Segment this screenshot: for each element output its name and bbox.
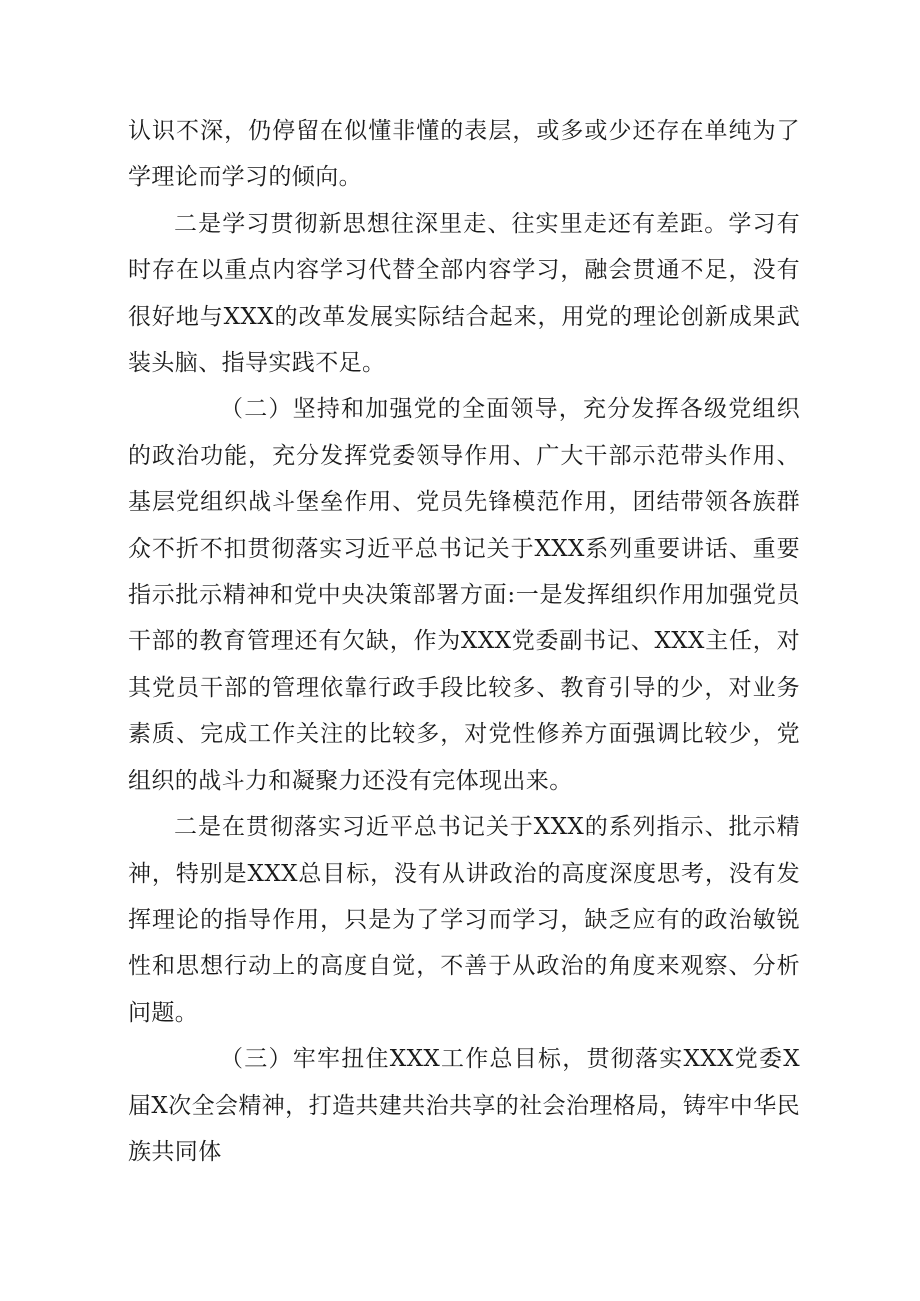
paragraph-3: （二）坚持和加强党的全面领导，充分发挥各级党组织的政治功能，充分发挥党委领导作用、广大干部示范带头作用、基层党组织战斗堡垒作用、党员先锋模范作用，团结带领各族群众不折不扣贯彻落实习近平总书记关于XXX系列重要讲话、重要指示批示精神和党中央决策部署方面:一是发挥组织作用加强党员干部的教育管理还有欠缺，作为XXX党委副书记、XXX主任，对其党员干部的管理依靠行政手段比较多、教育引导的少，对业务素质、完成工作关注的比较多，对党性修养方面强调比较少，党组织的战斗力和凝聚力还没有完体现出来。 <box>128 396 800 794</box>
paragraph-1: 认识不深，仍停留在似懂非懂的表层，或多或少还存在单纯为了学理论而学习的倾向。 <box>128 118 800 191</box>
paragraph-2: 二是学习贯彻新思想往深里走、往实里走还有差距。学习有时存在以重点内容学习代替全部内容学习，融会贯通不足，没有很好地与XXX的改革发展实际结合起来，用党的理论创新成果武装头脑、指导实践不足。 <box>128 210 800 377</box>
paragraph-5: （三）牢牢扭住XXX工作总目标，贯彻落实XXX党委X届X次全会精神，打造共建共治共享的社会治理格局，铸牢中华民族共同体 <box>128 1046 800 1165</box>
document-body <box>128 108 800 1175</box>
paragraph-4: 二是在贯彻落实习近平总书记关于XXX的系列指示、批示精神，特别是XXX总目标，没有从讲政治的高度深度思考，没有发挥理论的指导作用，只是为了学习而学习，缺乏应有的政治敏锐性和思想行动上的高度自觉，不善于从政治的角度来观察、分析问题。 <box>128 814 800 1026</box>
